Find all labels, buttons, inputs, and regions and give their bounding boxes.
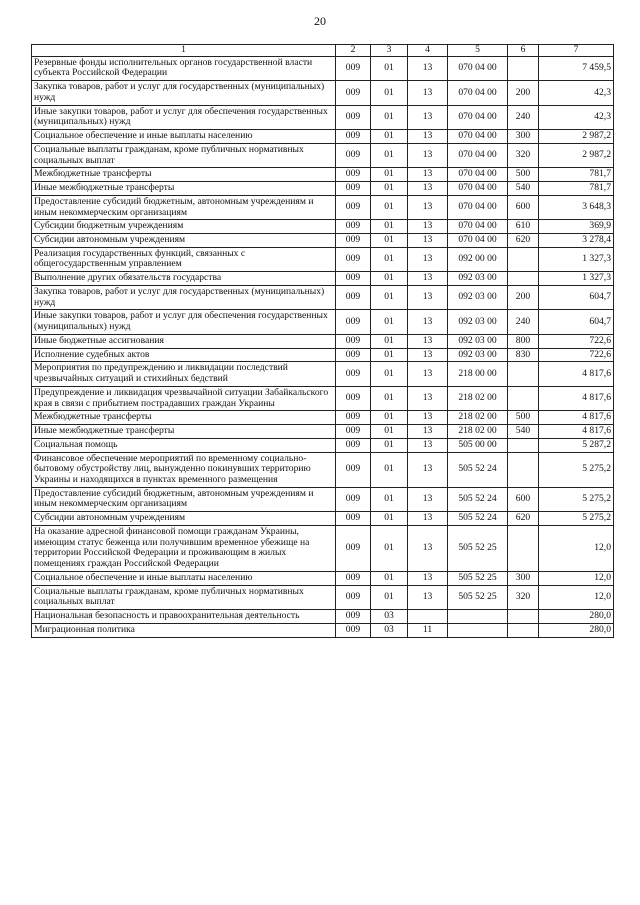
section-code: 01	[371, 143, 408, 167]
item-name: Финансовое обеспечение мероприятий по временному социально-бытовому обустройству лиц, вынужденно покинувших территорию Украины и находящихся в пунктах временного размещения	[32, 452, 336, 487]
section-code: 01	[371, 285, 408, 309]
ministry-code: 009	[336, 348, 371, 362]
item-name: На оказание адресной финансовой помощи гражданам Украины, имеющим статус беженца или получившим временное убежище на территории Российской Федерации и проживающим в жилых помещениях граждан Российской Федерации	[32, 525, 336, 571]
target-article-code: 070 04 00	[448, 56, 508, 80]
ministry-code: 009	[336, 310, 371, 334]
item-name: Закупка товаров, работ и услуг для государственных (муниципальных) нужд	[32, 81, 336, 105]
column-header: 5	[448, 45, 508, 57]
amount: 42,3	[539, 105, 614, 129]
table-row	[32, 310, 614, 334]
column-header: 6	[508, 45, 539, 57]
target-article-code: 218 02 00	[448, 411, 508, 425]
table-row	[32, 571, 614, 585]
amount: 280,0	[539, 623, 614, 637]
ministry-code: 009	[336, 234, 371, 248]
item-name: Иные бюджетные ассигнования	[32, 334, 336, 348]
ministry-code: 009	[336, 247, 371, 271]
subsection-code: 13	[408, 168, 448, 182]
item-name: Социальная помощь	[32, 438, 336, 452]
item-name: Субсидии автономным учреждениям	[32, 234, 336, 248]
amount: 781,7	[539, 182, 614, 196]
amount: 12,0	[539, 525, 614, 571]
item-name: Предупреждение и ликвидация чрезвычайной ситуации Забайкальского края в связи с прибытием пострадавших граждан Украины	[32, 386, 336, 410]
table-row	[32, 182, 614, 196]
table-row	[32, 452, 614, 487]
table-row	[32, 272, 614, 286]
section-code: 01	[371, 310, 408, 334]
item-name: Социальное обеспечение и иные выплаты населению	[32, 571, 336, 585]
subsection-code: 13	[408, 362, 448, 386]
expense-type-code: 620	[508, 234, 539, 248]
expense-type-code	[508, 386, 539, 410]
ministry-code: 009	[336, 285, 371, 309]
amount: 12,0	[539, 585, 614, 609]
amount: 369,9	[539, 220, 614, 234]
section-code: 01	[371, 411, 408, 425]
subsection-code: 13	[408, 272, 448, 286]
table-row	[32, 411, 614, 425]
target-article-code: 092 03 00	[448, 348, 508, 362]
section-code: 01	[371, 362, 408, 386]
section-code: 01	[371, 81, 408, 105]
target-article-code	[448, 623, 508, 637]
target-article-code: 070 04 00	[448, 220, 508, 234]
target-article-code: 505 00 00	[448, 438, 508, 452]
subsection-code: 13	[408, 334, 448, 348]
section-code: 01	[371, 571, 408, 585]
expense-type-code: 200	[508, 81, 539, 105]
table-row	[32, 362, 614, 386]
subsection-code: 13	[408, 585, 448, 609]
expense-type-code: 300	[508, 130, 539, 144]
section-code: 01	[371, 105, 408, 129]
expense-type-code: 620	[508, 512, 539, 526]
table-row	[32, 130, 614, 144]
amount: 2 987,2	[539, 130, 614, 144]
column-header: 3	[371, 45, 408, 57]
expense-type-code: 610	[508, 220, 539, 234]
table-row	[32, 220, 614, 234]
section-code: 01	[371, 452, 408, 487]
target-article-code: 505 52 24	[448, 452, 508, 487]
item-name: Мероприятия по предупреждению и ликвидации последствий чрезвычайных ситуаций и стихийных бедствий	[32, 362, 336, 386]
expense-type-code	[508, 272, 539, 286]
subsection-code: 13	[408, 438, 448, 452]
item-name: Иные межбюджетные трансферты	[32, 425, 336, 439]
section-code: 01	[371, 56, 408, 80]
target-article-code: 092 03 00	[448, 272, 508, 286]
ministry-code: 009	[336, 623, 371, 637]
ministry-code: 009	[336, 220, 371, 234]
ministry-code: 009	[336, 334, 371, 348]
item-name: Межбюджетные трансферты	[32, 411, 336, 425]
table-row	[32, 143, 614, 167]
target-article-code: 070 04 00	[448, 143, 508, 167]
ministry-code: 009	[336, 487, 371, 511]
table-row	[32, 487, 614, 511]
table-row	[32, 386, 614, 410]
table-row	[32, 105, 614, 129]
expense-type-code	[508, 525, 539, 571]
section-code: 01	[371, 234, 408, 248]
amount: 12,0	[539, 571, 614, 585]
item-name: Резервные фонды исполнительных органов государственной власти субъекта Российской Федерации	[32, 56, 336, 80]
table-row	[32, 623, 614, 637]
subsection-code	[408, 610, 448, 624]
header-row	[32, 45, 614, 57]
target-article-code: 070 04 00	[448, 182, 508, 196]
section-code: 01	[371, 182, 408, 196]
item-name: Иные закупки товаров, работ и услуг для обеспечения государственных (муниципальных) нужд	[32, 105, 336, 129]
expense-type-code: 600	[508, 487, 539, 511]
target-article-code: 505 52 24	[448, 487, 508, 511]
ministry-code: 009	[336, 81, 371, 105]
ministry-code: 009	[336, 438, 371, 452]
table-row	[32, 234, 614, 248]
section-code: 01	[371, 168, 408, 182]
item-name: Миграционная политика	[32, 623, 336, 637]
ministry-code: 009	[336, 130, 371, 144]
ministry-code: 009	[336, 182, 371, 196]
expense-type-code: 540	[508, 182, 539, 196]
expense-type-code	[508, 438, 539, 452]
expense-type-code: 830	[508, 348, 539, 362]
item-name: Социальное обеспечение и иные выплаты населению	[32, 130, 336, 144]
amount: 4 817,6	[539, 425, 614, 439]
ministry-code: 009	[336, 362, 371, 386]
target-article-code: 092 03 00	[448, 310, 508, 334]
amount: 5 275,2	[539, 487, 614, 511]
amount: 781,7	[539, 168, 614, 182]
subsection-code: 13	[408, 81, 448, 105]
amount: 4 817,6	[539, 411, 614, 425]
item-name: Субсидии бюджетным учреждениям	[32, 220, 336, 234]
expense-type-code	[508, 362, 539, 386]
expense-type-code: 540	[508, 425, 539, 439]
section-code: 01	[371, 130, 408, 144]
section-code: 01	[371, 195, 408, 219]
subsection-code: 13	[408, 348, 448, 362]
section-code: 01	[371, 386, 408, 410]
target-article-code: 505 52 25	[448, 585, 508, 609]
target-article-code: 070 04 00	[448, 130, 508, 144]
subsection-code: 13	[408, 386, 448, 410]
table-row	[32, 247, 614, 271]
column-header: 7	[539, 45, 614, 57]
ministry-code: 009	[336, 452, 371, 487]
table-row	[32, 81, 614, 105]
target-article-code: 070 04 00	[448, 195, 508, 219]
ministry-code: 009	[336, 143, 371, 167]
column-header: 4	[408, 45, 448, 57]
expense-type-code: 240	[508, 310, 539, 334]
target-article-code: 070 04 00	[448, 168, 508, 182]
table-row	[32, 285, 614, 309]
table-row	[32, 512, 614, 526]
amount: 42,3	[539, 81, 614, 105]
subsection-code: 13	[408, 182, 448, 196]
ministry-code: 009	[336, 512, 371, 526]
section-code: 01	[371, 348, 408, 362]
target-article-code	[448, 610, 508, 624]
section-code: 01	[371, 487, 408, 511]
item-name: Иные закупки товаров, работ и услуг для обеспечения государственных (муниципальных) нужд	[32, 310, 336, 334]
ministry-code: 009	[336, 585, 371, 609]
table-row	[32, 56, 614, 80]
section-code: 01	[371, 334, 408, 348]
amount: 3 278,4	[539, 234, 614, 248]
subsection-code: 13	[408, 285, 448, 309]
expense-type-code	[508, 56, 539, 80]
item-name: Социальные выплаты гражданам, кроме публичных нормативных социальных выплат	[32, 143, 336, 167]
amount: 604,7	[539, 310, 614, 334]
expense-type-code	[508, 247, 539, 271]
section-code: 03	[371, 610, 408, 624]
subsection-code: 13	[408, 247, 448, 271]
table-row	[32, 585, 614, 609]
table-row	[32, 610, 614, 624]
table-row	[32, 438, 614, 452]
table-row	[32, 195, 614, 219]
table-row	[32, 348, 614, 362]
amount: 722,6	[539, 334, 614, 348]
expense-type-code	[508, 623, 539, 637]
section-code: 01	[371, 585, 408, 609]
subsection-code: 13	[408, 425, 448, 439]
section-code: 01	[371, 220, 408, 234]
ministry-code: 009	[336, 610, 371, 624]
expense-type-code: 320	[508, 585, 539, 609]
subsection-code: 13	[408, 56, 448, 80]
target-article-code: 092 03 00	[448, 334, 508, 348]
target-article-code: 218 02 00	[448, 425, 508, 439]
expense-type-code	[508, 610, 539, 624]
expense-type-code: 800	[508, 334, 539, 348]
amount: 3 648,3	[539, 195, 614, 219]
subsection-code: 13	[408, 234, 448, 248]
subsection-code: 13	[408, 512, 448, 526]
target-article-code: 218 00 00	[448, 362, 508, 386]
amount: 7 459,5	[539, 56, 614, 80]
item-name: Субсидии автономным учреждениям	[32, 512, 336, 526]
ministry-code: 009	[336, 525, 371, 571]
ministry-code: 009	[336, 168, 371, 182]
target-article-code: 070 04 00	[448, 234, 508, 248]
page-number: 20	[314, 14, 326, 28]
ministry-code: 009	[336, 56, 371, 80]
subsection-code: 13	[408, 310, 448, 334]
item-name: Закупка товаров, работ и услуг для государственных (муниципальных) нужд	[32, 285, 336, 309]
item-name: Иные межбюджетные трансферты	[32, 182, 336, 196]
subsection-code: 13	[408, 220, 448, 234]
item-name: Предоставление субсидий бюджетным, автономным учреждениям и иным некоммерческим организациям	[32, 487, 336, 511]
section-code: 01	[371, 438, 408, 452]
column-header: 2	[336, 45, 371, 57]
item-name: Предоставление субсидий бюджетным, автономным учреждениям и иным некоммерческим организациям	[32, 195, 336, 219]
table-row	[32, 168, 614, 182]
section-code: 01	[371, 425, 408, 439]
target-article-code: 070 04 00	[448, 81, 508, 105]
amount: 280,0	[539, 610, 614, 624]
ministry-code: 009	[336, 425, 371, 439]
item-name: Социальные выплаты гражданам, кроме публичных нормативных социальных выплат	[32, 585, 336, 609]
amount: 5 275,2	[539, 512, 614, 526]
subsection-code: 13	[408, 105, 448, 129]
expense-type-code: 500	[508, 168, 539, 182]
expense-type-code: 200	[508, 285, 539, 309]
subsection-code: 13	[408, 452, 448, 487]
amount: 5 275,2	[539, 452, 614, 487]
item-name: Исполнение судебных актов	[32, 348, 336, 362]
target-article-code: 505 52 24	[448, 512, 508, 526]
column-header: 1	[32, 45, 336, 57]
subsection-code: 13	[408, 143, 448, 167]
amount: 4 817,6	[539, 386, 614, 410]
ministry-code: 009	[336, 411, 371, 425]
expense-type-code: 600	[508, 195, 539, 219]
subsection-code: 13	[408, 571, 448, 585]
ministry-code: 009	[336, 571, 371, 585]
section-code: 01	[371, 272, 408, 286]
section-code: 03	[371, 623, 408, 637]
target-article-code: 070 04 00	[448, 105, 508, 129]
amount: 722,6	[539, 348, 614, 362]
subsection-code: 11	[408, 623, 448, 637]
target-article-code: 092 00 00	[448, 247, 508, 271]
subsection-code: 13	[408, 411, 448, 425]
expense-type-code: 240	[508, 105, 539, 129]
expense-type-code	[508, 452, 539, 487]
item-name: Межбюджетные трансферты	[32, 168, 336, 182]
subsection-code: 13	[408, 195, 448, 219]
expense-type-code: 300	[508, 571, 539, 585]
subsection-code: 13	[408, 525, 448, 571]
target-article-code: 092 03 00	[448, 285, 508, 309]
item-name: Реализация государственных функций, связанных с общегосударственным управлением	[32, 247, 336, 271]
table-row	[32, 525, 614, 571]
amount: 2 987,2	[539, 143, 614, 167]
item-name: Выполнение других обязательств государства	[32, 272, 336, 286]
target-article-code: 505 52 25	[448, 525, 508, 571]
amount: 1 327,3	[539, 272, 614, 286]
amount: 5 287,2	[539, 438, 614, 452]
item-name: Национальная безопасность и правоохранительная деятельность	[32, 610, 336, 624]
amount: 604,7	[539, 285, 614, 309]
target-article-code: 505 52 25	[448, 571, 508, 585]
ministry-code: 009	[336, 105, 371, 129]
subsection-code: 13	[408, 130, 448, 144]
expense-type-code: 320	[508, 143, 539, 167]
table-row	[32, 334, 614, 348]
amount: 4 817,6	[539, 362, 614, 386]
section-code: 01	[371, 512, 408, 526]
amount: 1 327,3	[539, 247, 614, 271]
section-code: 01	[371, 247, 408, 271]
table-row	[32, 425, 614, 439]
expense-type-code: 500	[508, 411, 539, 425]
ministry-code: 009	[336, 272, 371, 286]
ministry-code: 009	[336, 386, 371, 410]
target-article-code: 218 02 00	[448, 386, 508, 410]
ministry-code: 009	[336, 195, 371, 219]
budget-table	[31, 44, 614, 638]
section-code: 01	[371, 525, 408, 571]
subsection-code: 13	[408, 487, 448, 511]
